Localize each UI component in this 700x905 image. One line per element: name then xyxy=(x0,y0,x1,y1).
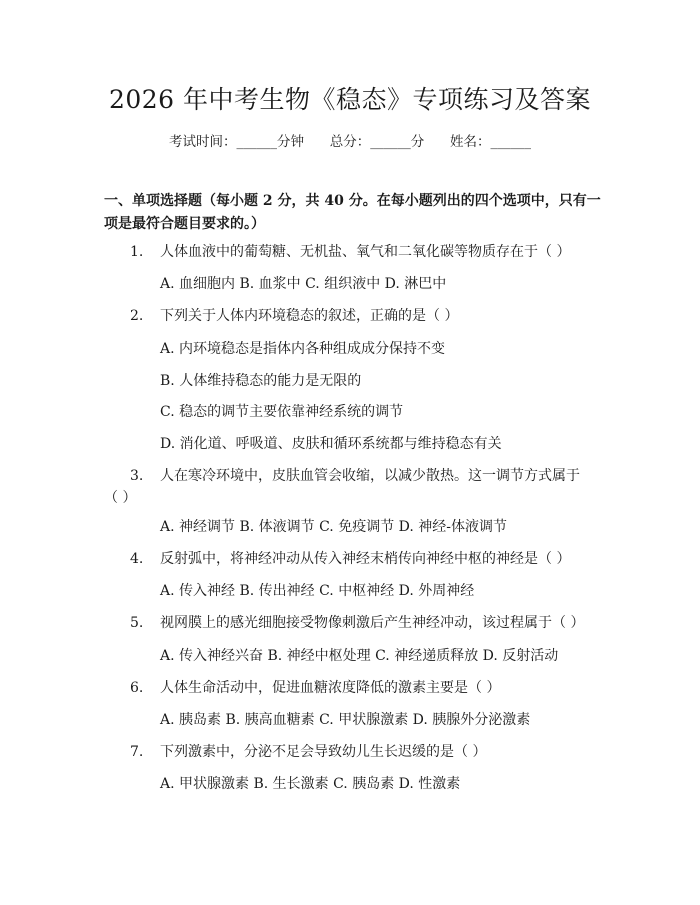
question-2-option-a: A. 内环境稳态是指体内各种组成成分保持不变 xyxy=(160,341,446,357)
question-number: 4. xyxy=(130,551,144,567)
question-number: 3. xyxy=(130,468,144,484)
question-number: 1. xyxy=(130,244,144,260)
question-7-options: A. 甲状腺激素 B. 生长激素 C. 胰岛素 D. 性激素 xyxy=(160,776,461,792)
question-6-options: A. 胰岛素 B. 胰高血糖素 C. 甲状腺激素 D. 胰腺外分泌激素 xyxy=(160,712,531,728)
question-text: 下列关于人体内环境稳态的叙述，正确的是（ ） xyxy=(160,308,459,324)
question-text: 人在寒冷环境中，皮肤血管会收缩，以减少散热。这一调节方式属于 xyxy=(160,468,580,484)
question-6 xyxy=(104,676,604,700)
question-4-options: A. 传入神经 B. 传出神经 C. 中枢神经 D. 外周神经 xyxy=(160,583,475,599)
question-3-continuation: （ ） xyxy=(104,490,137,506)
question-1-options: A. 血细胞内 B. 血浆中 C. 组织液中 D. 淋巴中 xyxy=(160,276,447,292)
question-text: 人体血液中的葡萄糖、无机盐、氧气和二氧化碳等物质存在于（ ） xyxy=(160,244,571,260)
question-7 xyxy=(104,740,604,764)
question-5-options: A. 传入神经兴奋 B. 神经中枢处理 C. 神经递质释放 D. 反射活动 xyxy=(160,648,559,664)
page-title: 2026 年中考生物《稳态》专项练习及答案 xyxy=(108,85,592,114)
question-2-option-d: D. 消化道、呼吸道、皮肤和循环系统都与维持稳态有关 xyxy=(160,436,502,452)
question-2-option-b: B. 人体维持稳态的能力是无限的 xyxy=(160,373,362,389)
question-1 xyxy=(104,240,604,264)
question-3-options: A. 神经调节 B. 体液调节 C. 免疫调节 D. 神经-体液调节 xyxy=(160,519,508,535)
question-text: 人体生命活动中，促进血糖浓度降低的激素主要是（ ） xyxy=(160,680,501,696)
question-number: 2. xyxy=(130,308,144,324)
question-5 xyxy=(104,611,604,635)
question-number: 6. xyxy=(130,680,144,696)
question-text: 视网膜上的感光细胞接受物像刺激后产生神经冲动，该过程属于（ ） xyxy=(160,615,585,631)
question-3 xyxy=(104,464,604,488)
question-number: 7. xyxy=(130,744,144,760)
exam-info-line: 考试时间：______分钟 总分：______分 姓名：______ xyxy=(169,134,531,150)
question-number: 5. xyxy=(130,615,144,631)
question-text: 反射弧中，将神经冲动从传入神经末梢传向神经中枢的神经是（ ） xyxy=(160,551,571,567)
section-heading: 一、单项选择题（每小题 2 分，共 40 分。在每小题列出的四个选项中，只有一项是最符合题目要求的。） xyxy=(104,193,601,232)
question-2 xyxy=(104,304,604,328)
question-2-option-c: C. 稳态的调节主要依靠神经系统的调节 xyxy=(160,404,404,420)
question-4 xyxy=(104,547,604,571)
question-text: 下列激素中，分泌不足会导致幼儿生长迟缓的是（ ） xyxy=(160,744,487,760)
